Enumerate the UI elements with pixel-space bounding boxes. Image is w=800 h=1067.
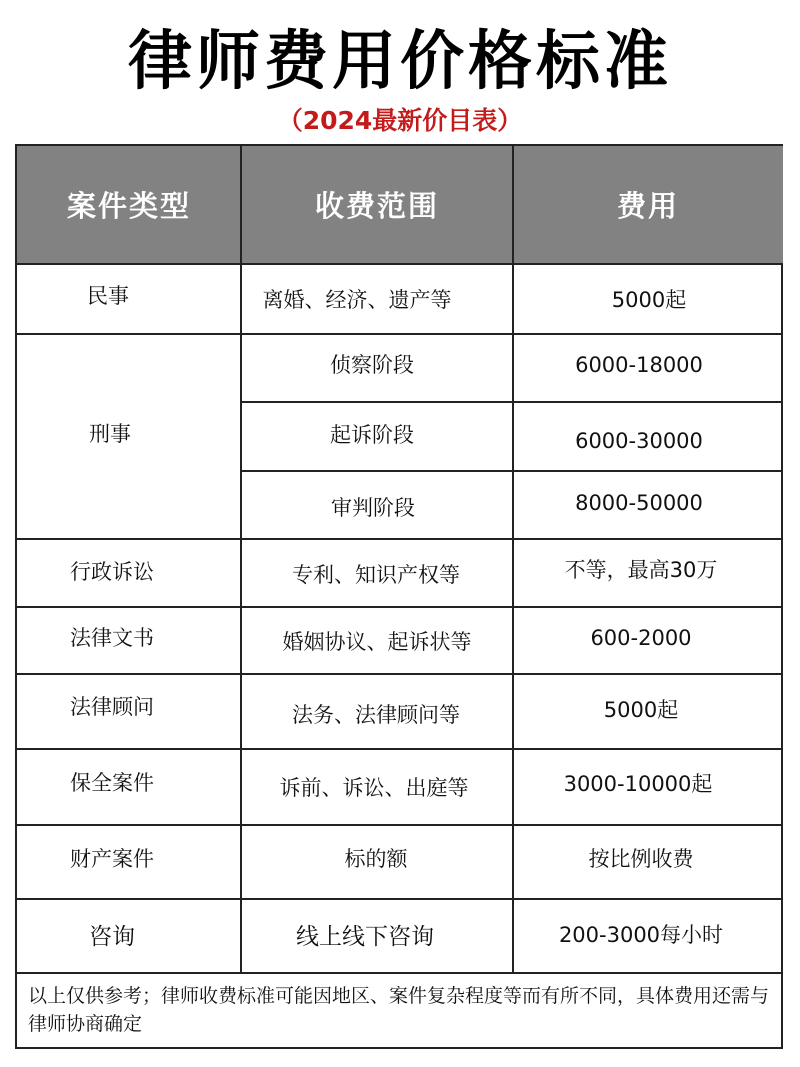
cell-scope: 诉前、诉讼、出庭等 <box>279 776 469 800</box>
cell-case-type: 法律顾问 <box>70 695 154 719</box>
cell-fee: 6000-18000 <box>575 353 703 377</box>
cell-fee: 6000-30000 <box>575 429 703 453</box>
header-scope: 收费范围 <box>241 146 513 263</box>
cell-scope: 审判阶段 <box>331 496 415 520</box>
cell-scope: 侦察阶段 <box>330 353 414 377</box>
header-case-type: 案件类型 <box>17 146 241 263</box>
cell-fee: 按比例收费 <box>588 847 694 871</box>
cell-fee: 不等，最高30万 <box>564 558 718 582</box>
page-subtitle: （2024最新价目表） <box>277 106 523 135</box>
cell-fee: 200-3000每小时 <box>558 923 724 947</box>
cell-fee: 5000起 <box>611 288 687 312</box>
cell-fee: 600-2000 <box>590 626 692 650</box>
cell-case-type: 咨询 <box>89 923 135 950</box>
cell-scope: 离婚、经济、遗产等 <box>262 288 452 312</box>
cell-case-type: 刑事 <box>89 422 131 446</box>
cell-case-type: 民事 <box>87 284 129 308</box>
cell-fee: 8000-50000 <box>575 491 703 515</box>
cell-case-type: 保全案件 <box>70 771 154 795</box>
cell-scope: 标的额 <box>344 847 408 871</box>
fee-table <box>15 144 783 1049</box>
cell-scope: 法务、法律顾问等 <box>292 702 460 727</box>
cell-scope: 专利、知识产权等 <box>292 563 460 587</box>
cell-case-type: 法律文书 <box>70 626 154 650</box>
disclaimer-note: 以上仅供参考；律师收费标准可能因地区、案件复杂程度等而有所不同，具体费用还需与律师协商确定 <box>28 985 770 1035</box>
row-divider <box>17 972 783 974</box>
header-fee: 费用 <box>513 146 783 263</box>
cell-case-type: 行政诉讼 <box>70 560 154 584</box>
cell-scope: 线上线下咨询 <box>296 923 434 950</box>
cell-scope: 婚姻协议、起诉状等 <box>282 629 472 654</box>
cell-fee: 3000-10000起 <box>563 772 713 796</box>
cell-case-type: 财产案件 <box>70 847 154 871</box>
cell-scope: 起诉阶段 <box>330 423 414 447</box>
page-title: 律师费用价格标准 <box>128 25 672 99</box>
cell-fee: 5000起 <box>603 698 679 722</box>
